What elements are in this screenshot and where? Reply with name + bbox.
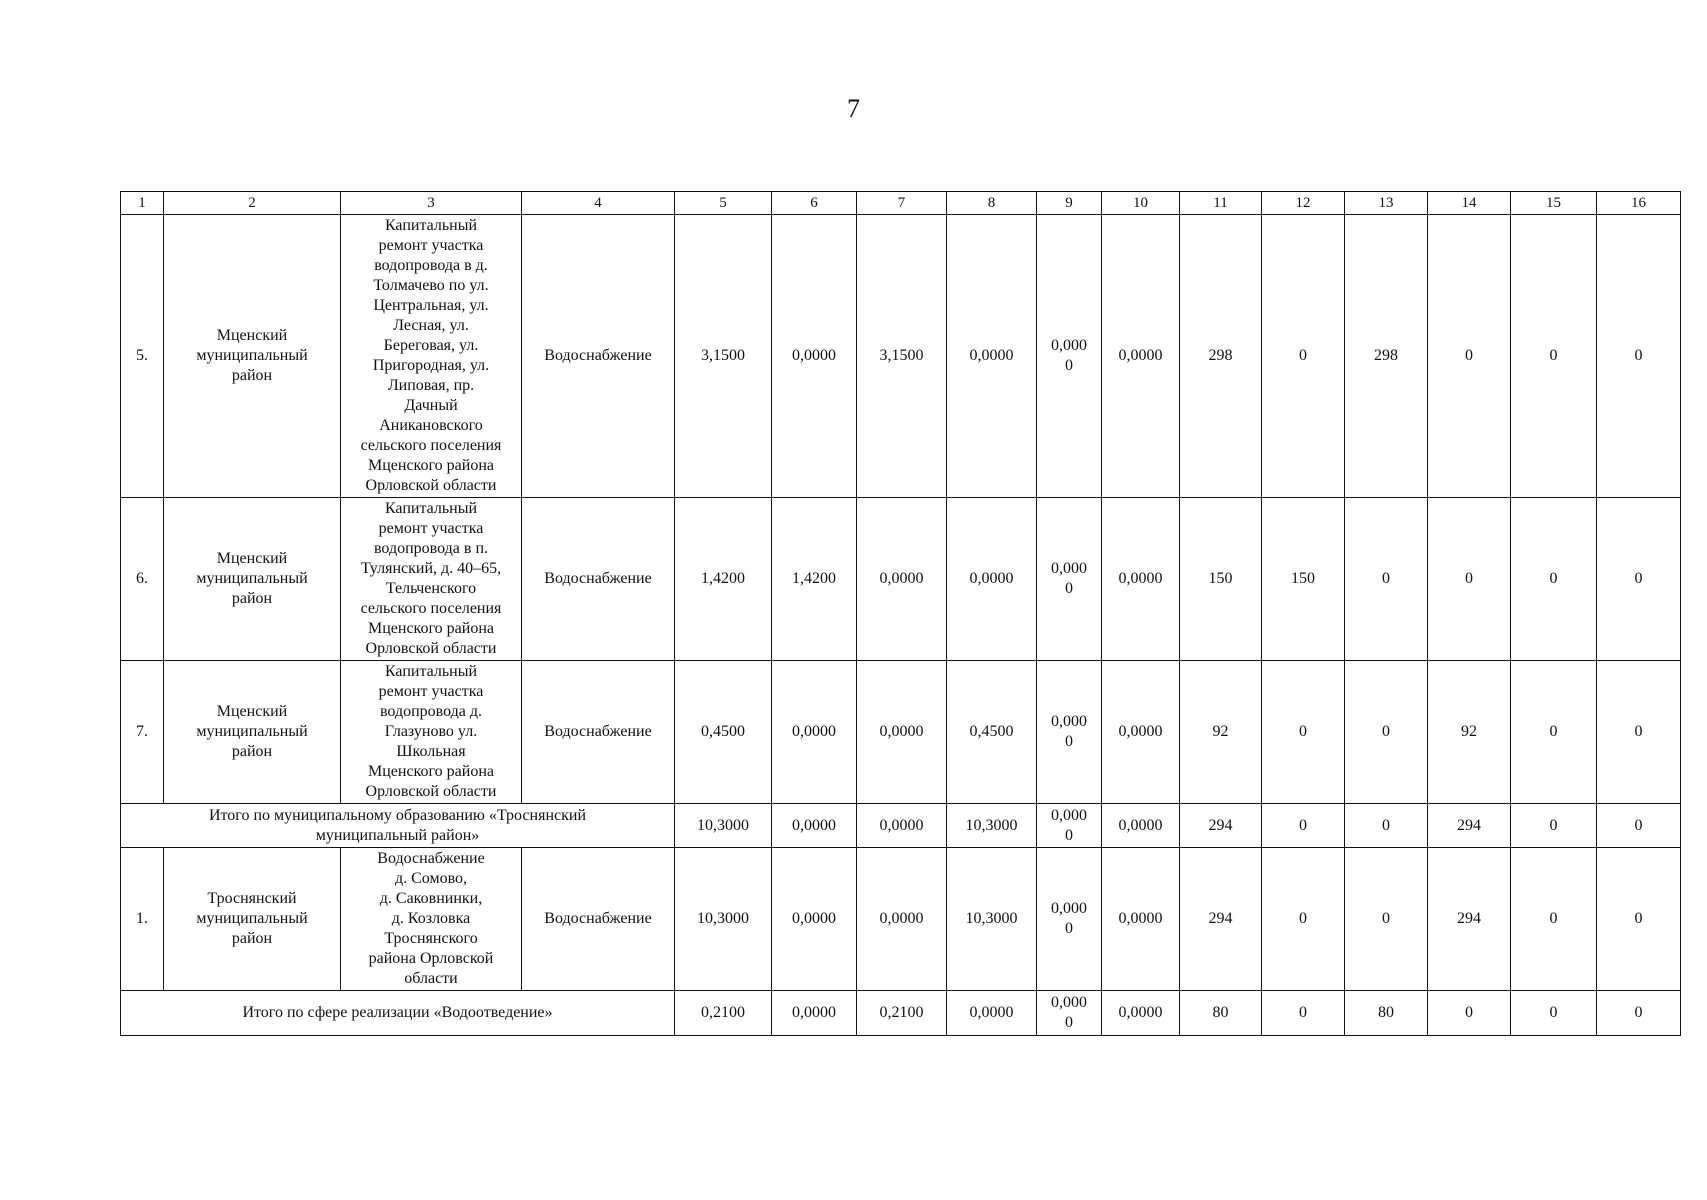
value-cell: 3,1500 (675, 215, 772, 498)
value-cell: 0,0000 (1102, 498, 1180, 661)
row-number: 1. (121, 848, 164, 991)
column-number: 6 (772, 192, 857, 215)
sphere: Водоснабжение (522, 215, 675, 498)
value-cell: 0,4500 (947, 661, 1037, 804)
value-cell: 0,0000 (772, 991, 857, 1036)
value-cell: 0 (1262, 848, 1345, 991)
column-number: 1 (121, 192, 164, 215)
value-cell: 80 (1345, 991, 1428, 1036)
value-cell: 10,3000 (675, 804, 772, 848)
value-cell: 294 (1180, 848, 1262, 991)
value-cell: 0 (1597, 804, 1681, 848)
row-number: 7. (121, 661, 164, 804)
value-cell: 0,0000 (857, 498, 947, 661)
row-number: 6. (121, 498, 164, 661)
value-cell: 294 (1428, 804, 1511, 848)
value-cell: 0 (1511, 848, 1597, 991)
value-cell: 0 (1511, 215, 1597, 498)
column-number: 3 (341, 192, 522, 215)
value-cell: 0,0000 (772, 848, 857, 991)
district-name: Мценский муниципальный район (164, 215, 341, 498)
value-cell: 0 (1345, 498, 1428, 661)
column-number: 15 (1511, 192, 1597, 215)
value-cell: 0 (1597, 661, 1681, 804)
value-cell: 150 (1262, 498, 1345, 661)
value-cell: 0,0000 (1102, 848, 1180, 991)
value-cell: 0 (1511, 991, 1597, 1036)
district-name: Мценский муниципальный район (164, 661, 341, 804)
project-description: Водоснабжение д. Сомово, д. Саковнинки, д. Козловка Троснянского района Орловской области (341, 848, 522, 991)
column-number: 8 (947, 192, 1037, 215)
total-label: Итого по муниципальному образованию «Троснянский муниципальный район» (121, 804, 675, 848)
column-number: 5 (675, 192, 772, 215)
table-row (121, 498, 1681, 661)
column-number: 12 (1262, 192, 1345, 215)
column-number: 14 (1428, 192, 1511, 215)
value-cell: 0,0000 (857, 661, 947, 804)
column-number: 10 (1102, 192, 1180, 215)
value-cell: 0 (1262, 991, 1345, 1036)
page-number: 7 (847, 94, 860, 123)
row-number: 5. (121, 215, 164, 498)
sphere: Водоснабжение (522, 848, 675, 991)
table-row (121, 848, 1681, 991)
value-cell: 10,3000 (947, 848, 1037, 991)
value-cell: 92 (1180, 661, 1262, 804)
value-cell: 0,000 0 (1037, 215, 1102, 498)
value-cell: 1,4200 (675, 498, 772, 661)
value-cell: 0,0000 (772, 215, 857, 498)
column-number: 7 (857, 192, 947, 215)
value-cell: 0 (1597, 215, 1681, 498)
investment-table (120, 191, 1681, 1036)
value-cell: 0,0000 (1102, 215, 1180, 498)
value-cell: 0 (1511, 661, 1597, 804)
value-cell: 0,000 0 (1037, 804, 1102, 848)
value-cell: 0,0000 (772, 661, 857, 804)
table-row (121, 215, 1681, 498)
district-name: Мценский муниципальный район (164, 498, 341, 661)
total-row (121, 804, 1681, 848)
value-cell: 0,0000 (947, 215, 1037, 498)
value-cell: 0 (1345, 661, 1428, 804)
sphere: Водоснабжение (522, 661, 675, 804)
value-cell: 298 (1180, 215, 1262, 498)
value-cell: 0,0000 (947, 991, 1037, 1036)
value-cell: 10,3000 (947, 804, 1037, 848)
total-row (121, 991, 1681, 1036)
value-cell: 0,4500 (675, 661, 772, 804)
column-number: 11 (1180, 192, 1262, 215)
value-cell: 294 (1428, 848, 1511, 991)
value-cell: 0 (1262, 661, 1345, 804)
project-description: Капитальный ремонт участка водопровода д. Глазуново ул. Школьная Мценского района Орловской области (341, 661, 522, 804)
district-name: Троснянский муниципальный район (164, 848, 341, 991)
value-cell: 0 (1511, 804, 1597, 848)
column-number: 4 (522, 192, 675, 215)
value-cell: 0 (1428, 215, 1511, 498)
value-cell: 0,0000 (857, 848, 947, 991)
value-cell: 294 (1180, 804, 1262, 848)
value-cell: 0 (1428, 991, 1511, 1036)
value-cell: 0,000 0 (1037, 661, 1102, 804)
project-description: Капитальный ремонт участка водопровода в д. Толмачево по ул. Центральная, ул. Лесная, ул. Береговая, ул. Пригородная, ул. Липовая, пр. Дачный Аникановского сельского поселения Мценского района Орловской области (341, 215, 522, 498)
value-cell: 0,0000 (947, 498, 1037, 661)
column-number: 2 (164, 192, 341, 215)
value-cell: 92 (1428, 661, 1511, 804)
value-cell: 0,0000 (1102, 991, 1180, 1036)
value-cell: 0 (1262, 215, 1345, 498)
value-cell: 0 (1345, 848, 1428, 991)
column-number: 16 (1597, 192, 1681, 215)
value-cell: 3,1500 (857, 215, 947, 498)
project-description: Капитальный ремонт участка водопровода в п. Тулянский, д. 40–65, Тельченского сельского поселения Мценского района Орловской области (341, 498, 522, 661)
value-cell: 0,0000 (1102, 661, 1180, 804)
value-cell: 0 (1428, 498, 1511, 661)
value-cell: 150 (1180, 498, 1262, 661)
value-cell: 0 (1511, 498, 1597, 661)
table-row (121, 661, 1681, 804)
value-cell: 0 (1262, 804, 1345, 848)
value-cell: 10,3000 (675, 848, 772, 991)
value-cell: 298 (1345, 215, 1428, 498)
value-cell: 0 (1597, 498, 1681, 661)
column-number-row (121, 192, 1681, 215)
value-cell: 0,0000 (772, 804, 857, 848)
column-number: 9 (1037, 192, 1102, 215)
sphere: Водоснабжение (522, 498, 675, 661)
value-cell: 0,2100 (675, 991, 772, 1036)
value-cell: 0 (1345, 804, 1428, 848)
value-cell: 0 (1597, 848, 1681, 991)
value-cell: 0,000 0 (1037, 848, 1102, 991)
total-label: Итого по сфере реализации «Водоотведение» (121, 991, 675, 1036)
value-cell: 0,000 0 (1037, 991, 1102, 1036)
column-number: 13 (1345, 192, 1428, 215)
value-cell: 0,0000 (1102, 804, 1180, 848)
value-cell: 0 (1597, 991, 1681, 1036)
value-cell: 0,0000 (857, 804, 947, 848)
value-cell: 0,000 0 (1037, 498, 1102, 661)
value-cell: 80 (1180, 991, 1262, 1036)
value-cell: 0,2100 (857, 991, 947, 1036)
value-cell: 1,4200 (772, 498, 857, 661)
